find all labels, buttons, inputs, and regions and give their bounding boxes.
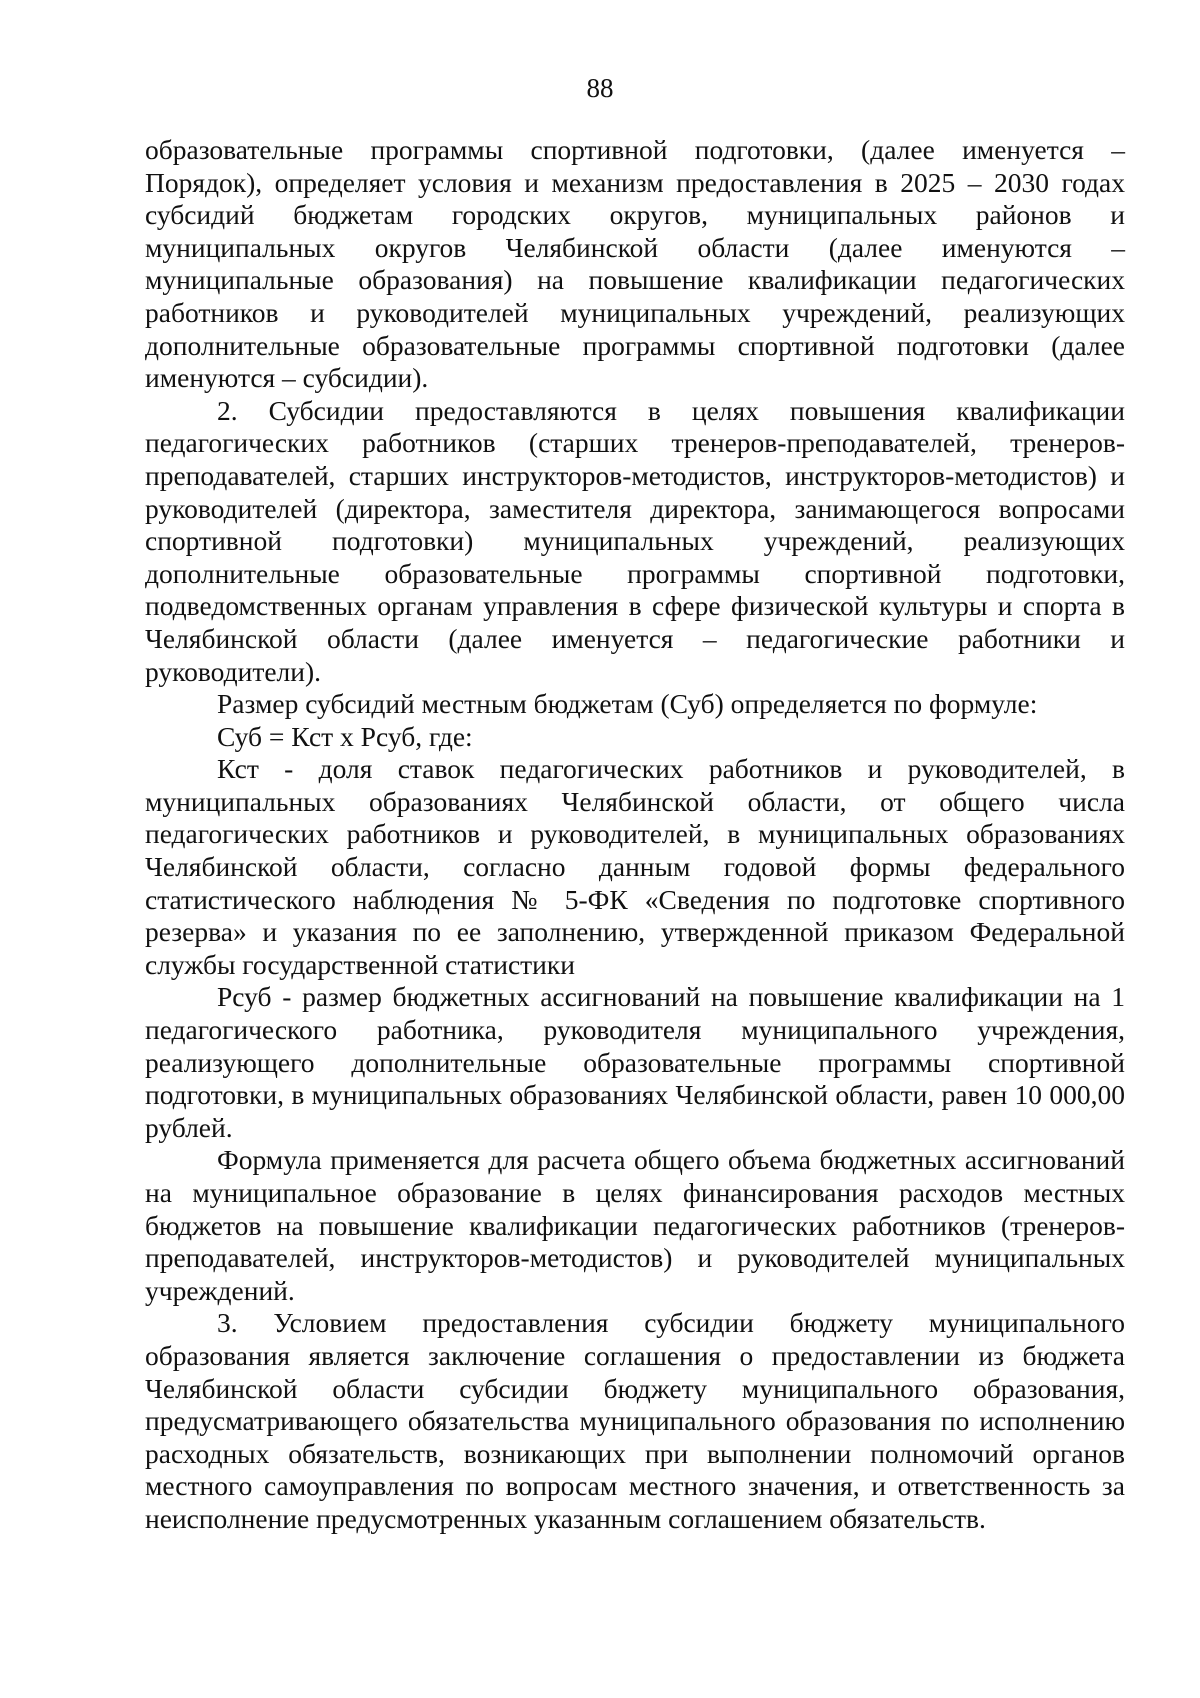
paragraph-kst-definition: Кст - доля ставок педагогических работников и руководителей, в муниципальных образованиях Челябинской области, от общего числа педагогических работников и руководителей, в муниципальных образованиях Челябинской области, согласно данным годовой формы федерального статистического наблюдения № 5-ФК «Сведения по подготовке спортивного резерва» и указания по ее заполнению, утвержденной приказом Федеральной службы государственной статистики	[145, 753, 1125, 980]
paragraph-formula-use: Формула применяется для расчета общего объема бюджетных ассигнований на муниципальное образование в целях финансирования расходов местных бюджетов на повышение квалификации педагогических работников (тренеров-преподавателей, инструкторов-методистов) и руководителей муниципальных учреждений.	[145, 1144, 1125, 1306]
paragraph-item-2: 2. Субсидии предоставляются в целях повышения квалификации педагогических работников (старших тренеров-преподавателей, тренеров-преподавателей, старших инструкторов-методистов, инструкторов-методистов) и руководителей (директора, заместителя директора, занимающегося вопросами спортивной подготовки) муниципальных учреждений, реализующих дополнительные образовательные программы спортивной подготовки, подведомственных органам управления в сфере физической культуры и спорта в Челябинской области (далее именуется – педагогические работники и руководители).	[145, 394, 1125, 687]
paragraph-subsidy-size: Размер субсидий местным бюджетам (Суб) определяется по формуле:	[217, 688, 1038, 720]
paragraph-item-3: 3. Условием предоставления субсидии бюджету муниципального образования является заключение соглашения о предоставлении из бюджета Челябинской области субсидии бюджету муниципального образования, предусматривающего обязательства муниципального образования по исполнению расходных обязательств, возникающих при выполнении полномочий органов местного самоуправления по вопросам местного значения, и ответственность за неисполнение предусмотренных указанным соглашением обязательств.	[145, 1307, 1125, 1534]
paragraph-rsub-definition: Рсуб - размер бюджетных ассигнований на повышение квалификации на 1 педагогического работника, руководителя муниципального учреждения, реализующего дополнительные образовательные программы спортивной подготовки, в муниципальных образованиях Челябинской области, равен 10 000,00 рублей.	[145, 981, 1125, 1143]
paragraph-continuation: образовательные программы спортивной подготовки, (далее именуется – Порядок), определяет условия и механизм предоставления в 2025 – 2030 годах субсидий бюджетам городских округов, муниципальных районов и муниципальных округов Челябинской области (далее именуются – муниципальные образования) на повышение квалификации педагогических работников и руководителей муниципальных учреждений, реализующих дополнительные образовательные программы спортивной подготовки (далее именуются – субсидии).	[145, 134, 1125, 394]
page-number: 88	[586, 73, 614, 103]
paragraph-formula: Суб = Кст х Рсуб, где:	[217, 720, 473, 752]
document-body	[145, 134, 1125, 1536]
